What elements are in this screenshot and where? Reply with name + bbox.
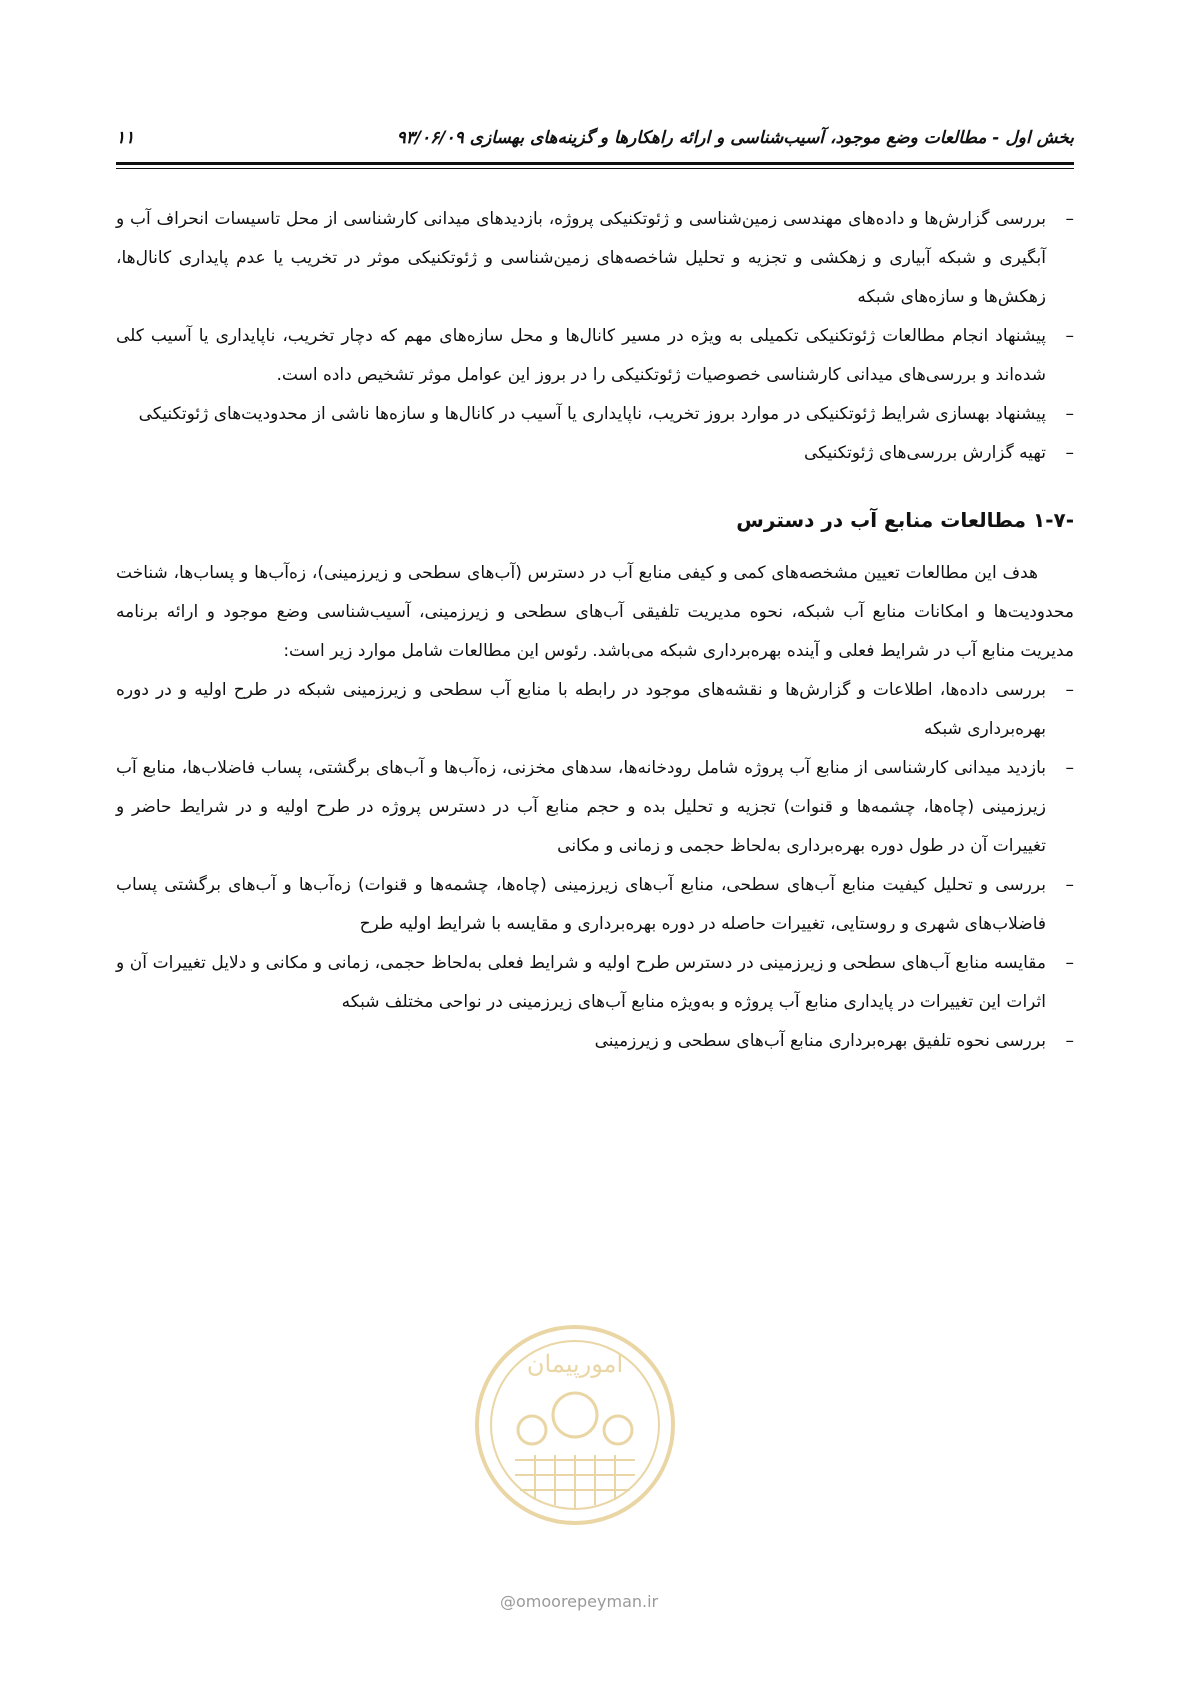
list-item-text: بازدید میدانی کارشناسی از منابع آب پروژه شامل رودخانه‌ها، سدهای مخزنی، زه‌آب‌ها و آب‌های برگشتی، پساب فاضلاب‌ها، منابع آب زیرزمینی (چاه‌ها، چشمه‌ها و قنوات) تجزیه و تحلیل بده و حجم منابع آب در دسترس پروژه در طرح اولیه و در شرایط حاضر و تغییرات آن در طول دوره بهره‌برداری به‌لحاظ حجمی و زمانی و مکانی — [116, 758, 1046, 856]
bullet-dash: – — [1065, 680, 1074, 700]
bullet-dash: – — [1065, 443, 1074, 463]
list-item — [116, 671, 1074, 749]
header-rule-thick — [116, 162, 1074, 165]
bullet-dash: – — [1065, 404, 1074, 424]
page-number: ۱۱ — [116, 128, 135, 148]
list-item-text: تهیه گزارش بررسی‌های ژئوتکنیکی — [803, 443, 1046, 463]
page-header — [116, 128, 1074, 158]
list-item — [116, 200, 1074, 317]
list-item — [116, 866, 1074, 944]
bullet-dash: – — [1065, 209, 1074, 229]
stamp-logo-icon — [470, 1320, 680, 1530]
bullet-dash: – — [1065, 875, 1074, 895]
section-title-text: مطالعات منابع آب در دسترس — [736, 508, 1027, 532]
bullet-list-water — [116, 671, 1074, 1061]
header-title: بخش اول - مطالعات وضع موجود، آسیب‌شناسی و ارائه راهکارها و گزینه‌های بهسازی ۹۳/۰۶/۰۹ — [396, 128, 1074, 148]
stamp-text: امورپیمان — [526, 1350, 624, 1378]
section-number: ۱-۷- — [1032, 508, 1074, 532]
list-item-text: بررسی و تحلیل کیفیت منابع آب‌های سطحی، منابع آب‌های زیرزمینی (چاه‌ها، چشمه‌ها و قنوات) زه‌آب‌ها و آب‌های برگشتی پساب فاضلاب‌های شهری و روستایی، تغییرات حاصله در دوره بهره‌برداری و مقایسه با شرایط اولیه طرح — [116, 875, 1046, 934]
header-rule-thin — [116, 168, 1074, 169]
section-heading — [116, 501, 1074, 540]
bullet-dash: – — [1065, 953, 1074, 973]
bullet-dash: – — [1065, 758, 1074, 778]
list-item — [116, 395, 1074, 434]
list-item-text: مقایسه منابع آب‌های سطحی و زیرزمینی در دسترس طرح اولیه و شرایط فعلی به‌لحاظ حجمی، زمانی و مکانی و دلایل تغییرات آن و اثرات این تغییرات در پایداری منابع آب پروژه و به‌ویژه منابع آب‌های زیرزمینی در نواحی مختلف شبکه — [116, 953, 1046, 1012]
list-item — [116, 749, 1074, 866]
bullet-list-geotechnical — [116, 200, 1074, 473]
list-item — [116, 317, 1074, 395]
bullet-dash: – — [1065, 1031, 1074, 1051]
intro-paragraph: هدف این مطالعات تعیین مشخصه‌های کمی و کیفی منابع آب در دسترس (آب‌های سطحی و زیرزمینی)، زه‌آب‌ها و پساب‌ها، شناخت محدودیت‌ها و امکانات منابع آب شبکه، نحوه مدیریت تلفیقی آب‌های سطحی و زیرزمینی، آسیب‌شناسی وضع موجود و ارائه برنامه مدیریت منابع آب در شرایط فعلی و آینده بهره‌برداری شبکه می‌باشد. رئوس این مطالعات شامل موارد زیر است: — [116, 563, 1074, 661]
document-body — [116, 200, 1074, 1061]
list-item — [116, 944, 1074, 1022]
list-item-text: بررسی نحوه تلفیق بهره‌برداری منابع آب‌های سطحی و زیرزمینی — [594, 1031, 1046, 1051]
list-item-text: بررسی داده‌ها، اطلاعات و گزارش‌ها و نقشه‌های موجود در رابطه با منابع آب سطحی و زیرزمینی شبکه در طرح اولیه و در دوره بهره‌برداری شبکه — [116, 680, 1046, 739]
list-item-text: پیشنهاد بهسازی شرایط ژئوتکنیکی در موارد بروز تخریب، ناپایداری یا آسیب در کانال‌ها و سازه‌ها ناشی از محدودیت‌های ژئوتکنیکی — [138, 404, 1046, 424]
list-item-text: پیشنهاد انجام مطالعات ژئوتکنیکی تکمیلی به ویژه در مسیر کانال‌ها و محل سازه‌های مهم که دچار تخریب، ناپایداری یا آسیب کلی شده‌اند و بررسی‌های میدانی کارشناسی خصوصیات ژئوتکنیکی را در بروز این عوامل موثر تشخیص داده است. — [116, 326, 1046, 385]
list-item — [116, 1022, 1074, 1061]
list-item-text: بررسی گزارش‌ها و داده‌های مهندسی زمین‌شناسی و ژئوتکنیکی پروژه، بازدیدهای میدانی کارشناسی از محل تاسیسات انحراف آب و آبگیری و شبکه آبیاری و زهکشی و تجزیه و تحلیل شاخصه‌های زمین‌شناسی و ژئوتکنیکی موثر در تخریب یا عدم پایداری کانال‌ها، زهکش‌ها و سازه‌های شبکه — [116, 209, 1046, 307]
watermark-text: @omoorepeyman.ir — [500, 1592, 659, 1611]
list-item — [116, 434, 1074, 473]
bullet-dash: – — [1065, 326, 1074, 346]
